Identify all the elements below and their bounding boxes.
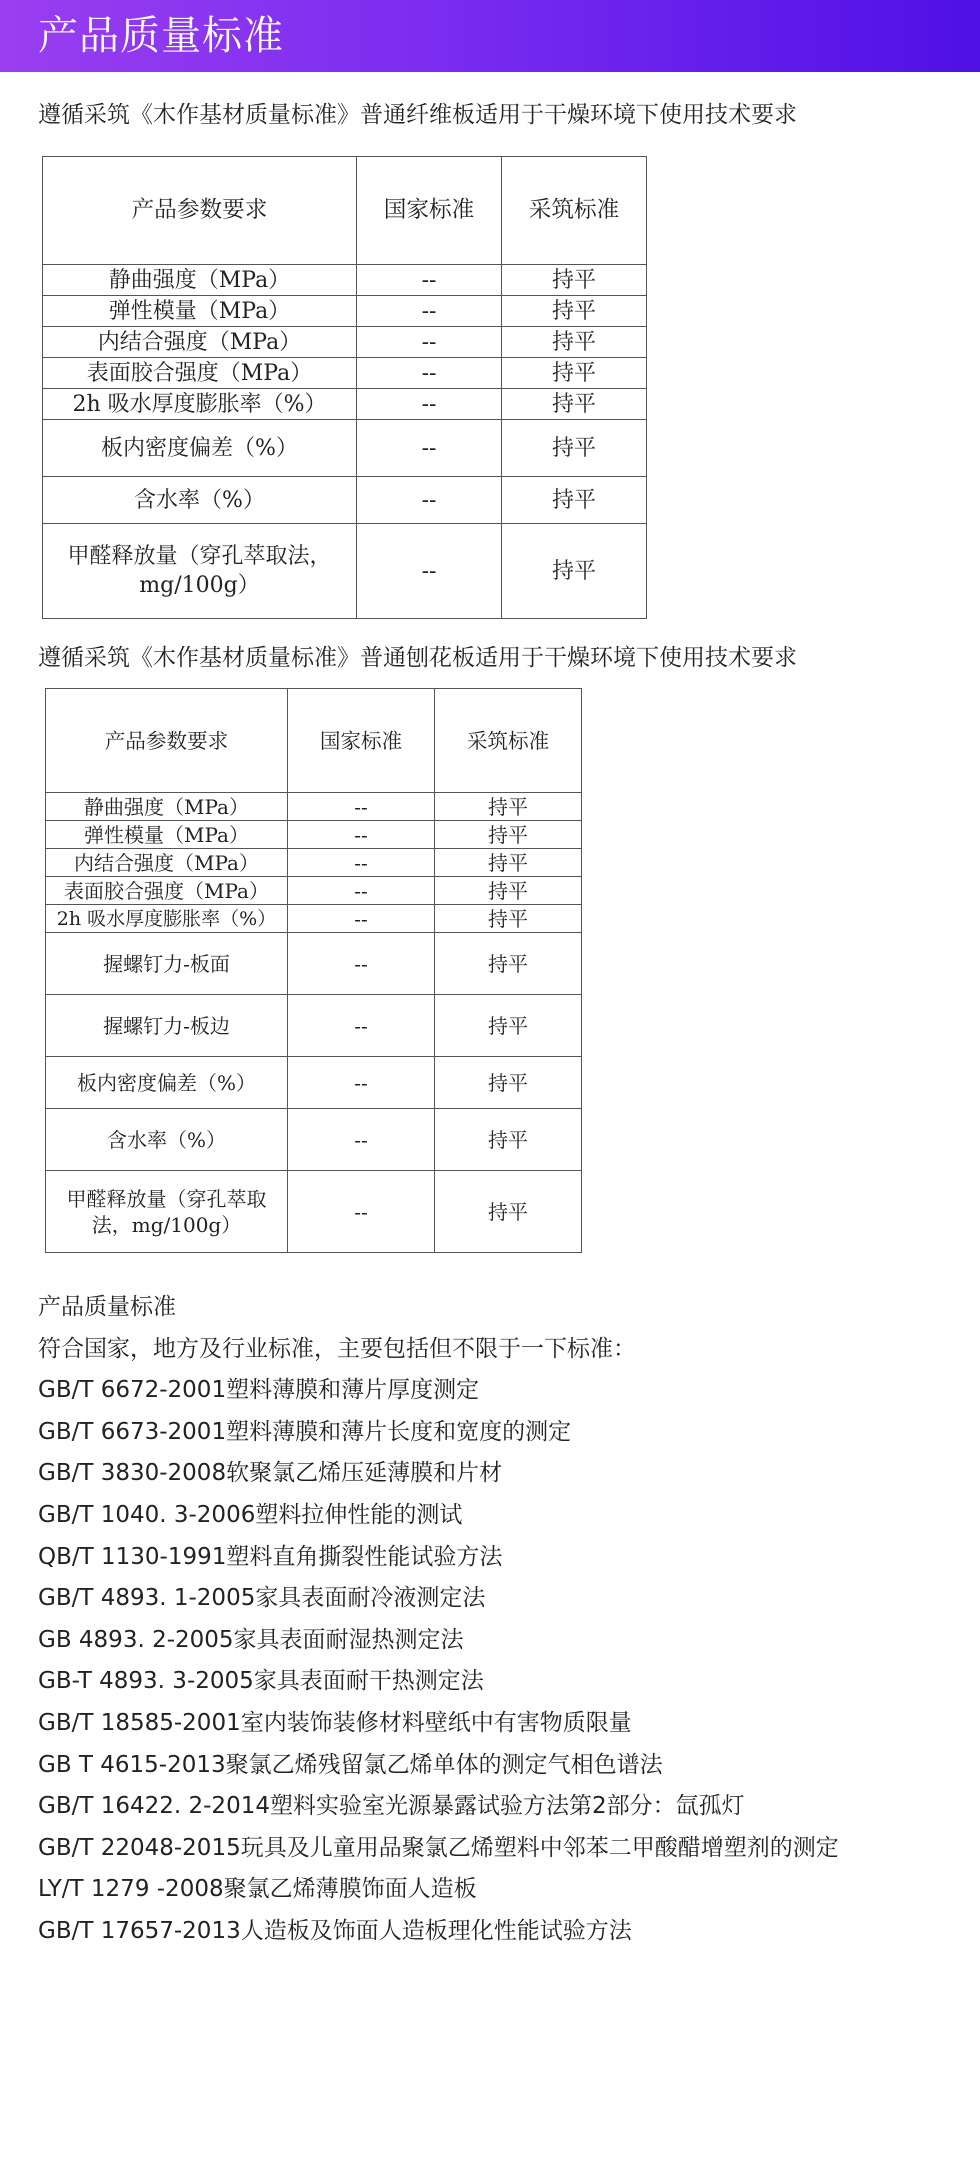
table-row xyxy=(46,995,582,1057)
header-national: 国家标准 xyxy=(288,689,435,793)
header-caizhu: 采筑标准 xyxy=(502,157,647,265)
list-item: QB/T 1130-1991塑料直角撕裂性能试验方法 xyxy=(38,1543,503,1570)
caizhu-cell: 持平 xyxy=(435,995,582,1057)
national-cell: -- xyxy=(357,420,502,477)
fiberboard-spec-table xyxy=(42,156,647,619)
list-item: GB/T 17657-2013人造板及饰面人造板理化性能试验方法 xyxy=(38,1917,632,1944)
caizhu-cell: 持平 xyxy=(502,420,647,477)
param-cell: 静曲强度（MPa） xyxy=(43,265,357,296)
header-national: 国家标准 xyxy=(357,157,502,265)
table-row xyxy=(46,877,582,905)
caizhu-cell: 持平 xyxy=(435,821,582,849)
param-cell: 板内密度偏差（%） xyxy=(43,420,357,477)
caizhu-cell: 持平 xyxy=(435,905,582,933)
list-item: GB/T 4893. 1-2005家具表面耐冷液测定法 xyxy=(38,1585,486,1612)
table-row xyxy=(46,933,582,995)
standards-title: 产品质量标准 xyxy=(38,1294,176,1320)
table-row xyxy=(43,389,647,420)
table-row xyxy=(46,1171,582,1253)
list-item: GB 4893. 2-2005家具表面耐湿热测定法 xyxy=(38,1626,464,1653)
list-item: GB/T 6673-2001塑料薄膜和薄片长度和宽度的测定 xyxy=(38,1418,572,1445)
table-row xyxy=(46,849,582,877)
caizhu-cell: 持平 xyxy=(502,327,647,358)
national-cell: -- xyxy=(288,877,435,905)
caizhu-cell: 持平 xyxy=(435,793,582,821)
param-cell: 静曲强度（MPa） xyxy=(46,793,288,821)
param-cell: 弹性模量（MPa） xyxy=(43,296,357,327)
national-cell: -- xyxy=(357,358,502,389)
national-cell: -- xyxy=(288,1171,435,1253)
param-cell: 2h 吸水厚度膨胀率（%） xyxy=(43,389,357,420)
caizhu-cell: 持平 xyxy=(435,933,582,995)
caizhu-cell: 持平 xyxy=(502,389,647,420)
table-row xyxy=(43,265,647,296)
title-banner xyxy=(0,0,980,72)
national-cell: -- xyxy=(357,296,502,327)
table-row xyxy=(46,1109,582,1171)
param-cell: 内结合强度（MPa） xyxy=(43,327,357,358)
table-row xyxy=(43,358,647,389)
page-title: 产品质量标准 xyxy=(38,13,284,59)
param-cell: 板内密度偏差（%） xyxy=(46,1057,288,1109)
list-item: GB/T 1040. 3-2006塑料拉伸性能的测试 xyxy=(38,1501,463,1528)
header-param: 产品参数要求 xyxy=(46,689,288,793)
caizhu-cell: 持平 xyxy=(435,1109,582,1171)
header-param: 产品参数要求 xyxy=(43,157,357,265)
param-cell: 弹性模量（MPa） xyxy=(46,821,288,849)
national-cell: -- xyxy=(288,793,435,821)
table-row xyxy=(43,420,647,477)
caizhu-cell: 持平 xyxy=(502,524,647,619)
national-cell: -- xyxy=(357,327,502,358)
param-cell: 甲醛释放量（穿孔萃取法，mg/100g） xyxy=(46,1171,288,1253)
standards-intro: 符合国家，地方及行业标准，主要包括但不限于一下标准： xyxy=(38,1335,636,1362)
national-cell: -- xyxy=(288,1109,435,1171)
list-item: LY/T 1279 -2008聚氯乙烯薄膜饰面人造板 xyxy=(38,1876,477,1903)
param-cell: 2h 吸水厚度膨胀率（%） xyxy=(46,905,288,933)
param-cell: 内结合强度（MPa） xyxy=(46,849,288,877)
caizhu-cell: 持平 xyxy=(502,296,647,327)
header-caizhu: 采筑标准 xyxy=(435,689,582,793)
caizhu-cell: 持平 xyxy=(435,1057,582,1109)
caizhu-cell: 持平 xyxy=(502,477,647,524)
param-cell: 握螺钉力-板边 xyxy=(46,995,288,1057)
caizhu-cell: 持平 xyxy=(502,358,647,389)
table-row xyxy=(46,1057,582,1109)
param-cell: 表面胶合强度（MPa） xyxy=(43,358,357,389)
table-row xyxy=(46,905,582,933)
caizhu-cell: 持平 xyxy=(435,1171,582,1253)
table-row xyxy=(43,296,647,327)
national-cell: -- xyxy=(288,1057,435,1109)
table-row xyxy=(43,524,647,619)
param-cell: 含水率（%） xyxy=(43,477,357,524)
param-cell: 表面胶合强度（MPa） xyxy=(46,877,288,905)
national-cell: -- xyxy=(357,477,502,524)
national-cell: -- xyxy=(357,524,502,619)
list-item: GB/T 6672-2001塑料薄膜和薄片厚度测定 xyxy=(38,1377,480,1404)
param-cell: 甲醛释放量（穿孔萃取法，mg/100g） xyxy=(43,524,357,619)
table-header-row xyxy=(46,689,582,793)
table-row xyxy=(43,477,647,524)
national-cell: -- xyxy=(288,905,435,933)
national-cell: -- xyxy=(357,389,502,420)
table-row xyxy=(46,793,582,821)
particleboard-caption: 遵循采筑《木作基材质量标准》普通刨花板适用于干燥环境下使用技术要求 xyxy=(38,645,797,671)
param-cell: 含水率（%） xyxy=(46,1109,288,1171)
national-cell: -- xyxy=(288,933,435,995)
caizhu-cell: 持平 xyxy=(435,849,582,877)
table-header-row xyxy=(43,157,647,265)
table-row xyxy=(46,821,582,849)
fiberboard-caption: 遵循采筑《木作基材质量标准》普通纤维板适用于干燥环境下使用技术要求 xyxy=(38,102,797,128)
national-cell: -- xyxy=(288,995,435,1057)
standards-section xyxy=(38,1287,958,1953)
table-row xyxy=(43,327,647,358)
national-cell: -- xyxy=(288,849,435,877)
param-cell: 握螺钉力-板面 xyxy=(46,933,288,995)
list-item: GB-T 4893. 3-2005家具表面耐干热测定法 xyxy=(38,1668,484,1695)
list-item: GB/T 3830-2008软聚氯乙烯压延薄膜和片材 xyxy=(38,1460,503,1487)
list-item: GB/T 22048-2015玩具及儿童用品聚氯乙烯塑料中邻苯二甲酸醋增塑剂的测定 xyxy=(38,1834,839,1861)
caizhu-cell: 持平 xyxy=(502,265,647,296)
caizhu-cell: 持平 xyxy=(435,877,582,905)
particleboard-spec-table xyxy=(45,688,582,1253)
list-item: GB T 4615-2013聚氯乙烯残留氯乙烯单体的测定气相色谱法 xyxy=(38,1751,663,1778)
national-cell: -- xyxy=(288,821,435,849)
list-item: GB/T 16422. 2-2014塑料实验室光源暴露试验方法第2部分：氙孤灯 xyxy=(38,1793,745,1820)
national-cell: -- xyxy=(357,265,502,296)
list-item: GB/T 18585-2001室内装饰装修材料壁纸中有害物质限量 xyxy=(38,1709,632,1736)
